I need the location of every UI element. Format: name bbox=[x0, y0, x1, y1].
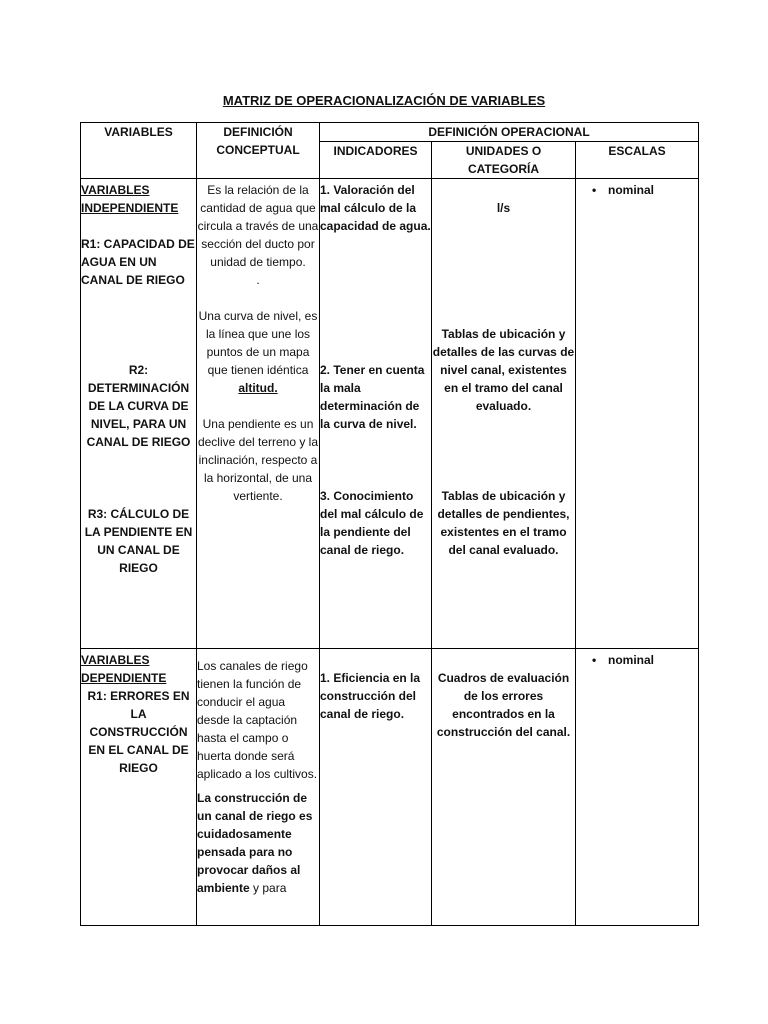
cell-unidades-independiente bbox=[432, 179, 576, 649]
variable-r1-errores: R1: ERRORES EN LA CONSTRUCCIÓN EN EL CANAL DE RIEGO bbox=[87, 689, 190, 775]
header-escalas: ESCALAS bbox=[576, 142, 699, 179]
cell-escala-dependiente bbox=[576, 649, 699, 926]
cell-escala-independiente bbox=[576, 179, 699, 649]
indicador-1: 1. Valoración del mal cálculo de la capacidad de agua. bbox=[320, 183, 431, 233]
cell-definicion-independiente bbox=[197, 179, 320, 649]
bullet-icon: • bbox=[592, 183, 597, 197]
unidad-caudal: l/s bbox=[496, 201, 511, 215]
variable-r2-curva-nivel: R2: DETERMINACIÓN DE LA CURVA DE NIVEL, PARA UN CANAL DE RIEGO bbox=[86, 363, 191, 449]
header-indicadores: INDICADORES bbox=[320, 142, 432, 179]
unidad-pendientes: Tablas de ubicación y detalles de pendientes, existentes en el tramo del canal evaluado. bbox=[437, 489, 570, 557]
header-unidades: UNIDADES O CATEGORÍA bbox=[432, 142, 576, 179]
definicion-construccion: La construcción de un canal de riego es cuidadosamente pensada para no provocar daños al ambiente y para bbox=[197, 791, 313, 895]
variable-r3-pendiente: R3: CÁLCULO DE LA PENDIENTE EN UN CANAL DE RIEGO bbox=[84, 507, 193, 575]
operationalization-matrix bbox=[80, 122, 699, 926]
cell-indicador-dependiente bbox=[320, 649, 432, 926]
escala-nominal: nominal bbox=[608, 183, 655, 197]
header-definicion-conceptual: DEFINICIÓN CONCEPTUAL bbox=[197, 123, 320, 179]
cell-definicion-dependiente bbox=[197, 649, 320, 926]
cell-variables-dependiente bbox=[81, 649, 197, 926]
unidad-cuadros: Cuadros de evaluación de los errores encontrados en la construcción del canal. bbox=[436, 671, 571, 739]
definicion-canales: Los canales de riego tienen la función de conducir el agua desde la captación hasta el campo o huerta donde será aplicado a los cultivos. bbox=[197, 659, 318, 781]
unidad-curvas: Tablas de ubicación y detalles de las curvas de nivel canal, existentes en el tramo del canal evaluado. bbox=[432, 327, 575, 413]
document-title: MATRIZ DE OPERACIONALIZACIÓN DE VARIABLES bbox=[222, 93, 546, 108]
cell-variables-independiente bbox=[81, 179, 197, 649]
header-variables: VARIABLES bbox=[81, 123, 197, 179]
escala-nominal: nominal bbox=[608, 653, 655, 667]
variables-independiente-heading-line2: INDEPENDIENTE bbox=[81, 201, 179, 215]
definicion-curva-nivel: Una curva de nivel, es la línea que une los puntos de un mapa que tienen idéntica altitud. bbox=[198, 309, 318, 395]
cell-indicadores-independiente bbox=[320, 179, 432, 649]
indicador-eficiencia: 1. Eficiencia en la construcción del canal de riego. bbox=[320, 671, 421, 721]
indicador-2: 2. Tener en cuenta la mala determinación de la curva de nivel. bbox=[320, 363, 425, 431]
danos-ambiente-term: daños al ambiente bbox=[197, 863, 301, 895]
definicion-pendiente: Una pendiente es un declive del terreno y la inclinación, respecto a la horizontal, de una vertiente. bbox=[197, 417, 319, 503]
definicion-separator-dot: . bbox=[256, 273, 260, 287]
altitud-term: altitud. bbox=[238, 381, 278, 395]
variables-dependiente-heading-line1: VARIABLES bbox=[81, 653, 150, 667]
variable-r1-capacidad: R1: CAPACIDAD DE AGUA EN UN CANAL DE RIEGO bbox=[81, 237, 195, 287]
table-row-independiente bbox=[81, 179, 699, 649]
indicador-3: 3. Conocimiento del mal cálculo de la pendiente del canal de riego. bbox=[320, 489, 424, 557]
header-definicion-operacional: DEFINICIÓN OPERACIONAL bbox=[320, 123, 699, 142]
cell-unidad-dependiente bbox=[432, 649, 576, 926]
variables-independiente-heading-line1: VARIABLES bbox=[81, 183, 150, 197]
bullet-icon: • bbox=[592, 653, 597, 667]
definicion-caudal: Es la relación de la cantidad de agua que circula a través de una sección del ducto por unidad de tiempo. bbox=[197, 183, 319, 269]
variables-dependiente-heading-line2: DEPENDIENTE bbox=[81, 671, 167, 685]
table-row-dependiente bbox=[81, 649, 699, 926]
